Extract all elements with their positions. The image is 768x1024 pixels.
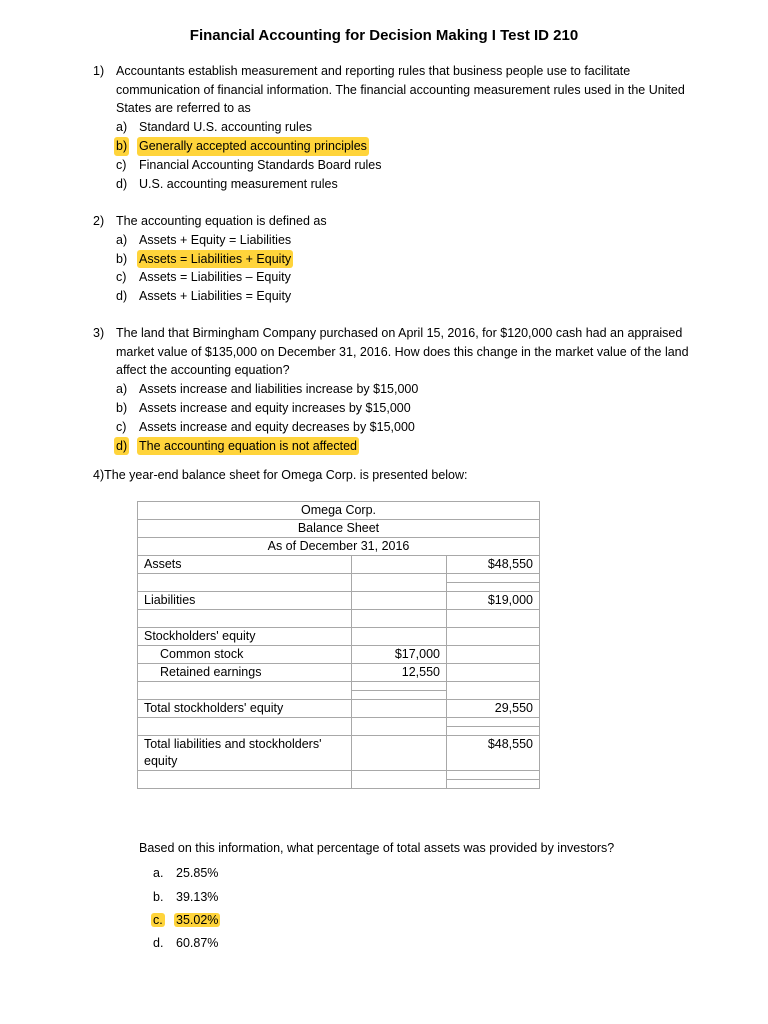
question-text: The land that Birmingham Company purchased on April 15, 2016, for $120,000 cash had an appraised market value of $135,000 on December 31, 2016. How does this change in the market value of the land affect the accounting equation? (116, 326, 689, 378)
statement-date: As of December 31, 2016 (138, 538, 540, 556)
question-number: 2) (93, 214, 105, 228)
option-b-highlighted: b) Assets = Liabilities + Equity (116, 250, 693, 269)
question-1 (93, 62, 693, 194)
option-d: d) U.S. accounting measurement rules (116, 176, 338, 191)
question-2 (93, 212, 693, 306)
option-b: b) Assets increase and equity increases by $15,000 (116, 401, 411, 415)
table-row: Liabilities $19,000 (138, 592, 540, 610)
question-text: The accounting equation is defined as (116, 214, 327, 228)
question-3 (93, 324, 693, 456)
question-number: 1) (93, 64, 105, 78)
question-number: 3) (93, 326, 105, 340)
option-c: c) Financial Accounting Standards Board rules (116, 157, 382, 172)
page-title: Financial Accounting for Decision Making I Test ID 210 (189, 27, 579, 44)
statement-name: Balance Sheet (138, 520, 540, 538)
table-row: Common stock $17,000 (138, 646, 540, 664)
option-a: a) Standard U.S. accounting rules (116, 120, 313, 135)
option-a: a) Assets increase and liabilities increase by $15,000 (116, 382, 419, 397)
option-c: c) Assets increase and equity decreases by $15,000 (116, 419, 415, 434)
option-a: a) Assets + Equity = Liabilities (116, 232, 292, 247)
balance-sheet-table (137, 501, 540, 789)
question-text: Accountants establish measurement and reporting rules that business people use to facilitate communication of financial information. The financial accounting measurement rules used in the United States are referred to as (116, 64, 685, 116)
company-name: Omega Corp. (138, 502, 540, 520)
option-b-highlighted: b) Generally accepted accounting principles (116, 137, 693, 156)
table-row: Total stockholders' equity 29,550 (138, 700, 540, 718)
table-row: Total liabilities and stockholders' equity $48,550 (138, 736, 540, 771)
question-4-intro: 4)The year-end balance sheet for Omega Corp. is presented below: (93, 468, 468, 482)
option-c: c) Assets = Liabilities – Equity (116, 270, 291, 285)
option-d: d) Assets + Liabilities = Equity (116, 289, 292, 304)
option-a: a. 25.85% (153, 866, 219, 880)
option-d-highlighted: d) The accounting equation is not affected (116, 437, 693, 456)
table-row: Retained earnings 12,550 (138, 664, 540, 682)
table-row: Assets $48,550 (138, 556, 540, 574)
question-4-text: Based on this information, what percentage of total assets was provided by investors? (139, 841, 615, 855)
option-c-highlighted: c. 35.02% (153, 913, 219, 927)
option-b: b. 39.13% (153, 890, 219, 904)
table-row: Stockholders' equity (138, 628, 540, 646)
option-d: d. 60.87% (153, 936, 219, 950)
